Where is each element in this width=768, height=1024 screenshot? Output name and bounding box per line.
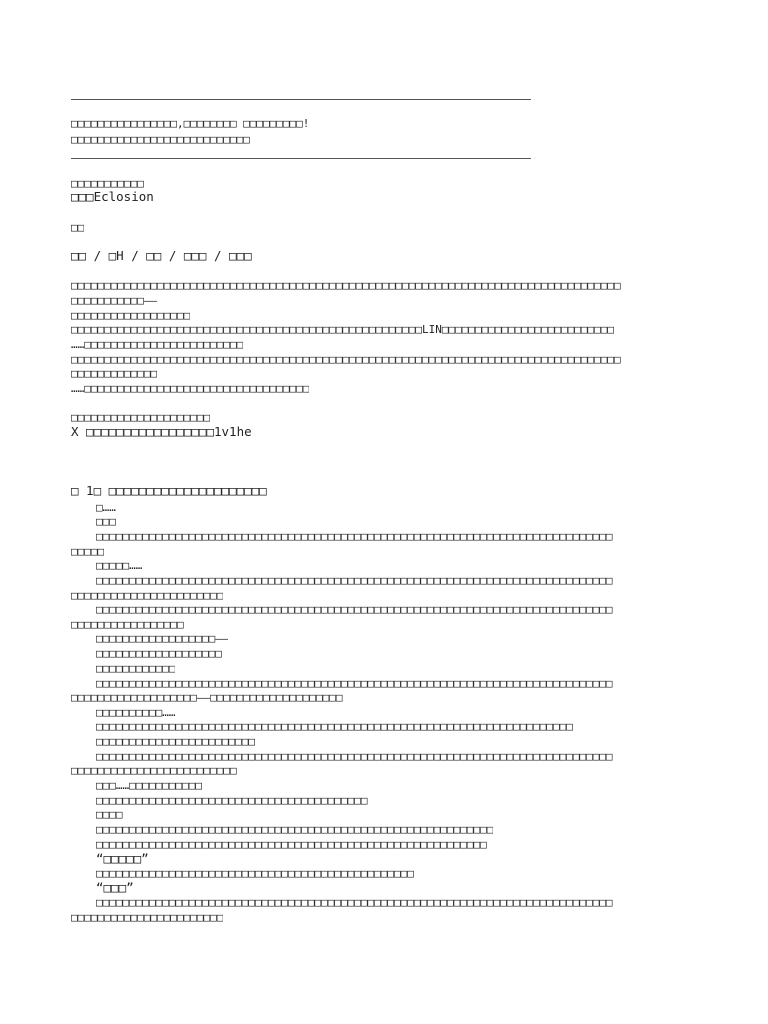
- body-line: □□□□□□□□□□□□□□□□□□□□□□□□□□□□□□□□□□□□□□□□□□□□□□□□□□□□□□□□□□□□: [96, 823, 494, 836]
- body-line: □□□: [96, 515, 116, 528]
- body-line: □□□□□□□□□□□□□□□□□□□□□□□: [71, 911, 224, 924]
- chapter-heading: □ 1□ □□□□□□□□□□□□□□□□□□□□□: [71, 483, 267, 498]
- intro-line: □□□□□□□□□□□——: [71, 294, 158, 307]
- bottom-divider: [71, 158, 531, 159]
- body-line: □□□□□□□□□□□□□□□□□□□: [96, 647, 222, 660]
- body-line: □□□□□□□□□□□□□□□□□□□□□□□□□□□□□□□□□□□□□□□□□□□□□□□□□□□□□□□□□□□□□□□□□□□□□□□□□□□□□□: [96, 603, 613, 616]
- body-line: “□□□”: [96, 880, 134, 895]
- breadcrumb: □□ / □H / □□ / □□□ / □□□: [71, 248, 252, 263]
- intro-line: □□□□□□□□□□□□□□□□□□□□□□□□□□□□□□□□□□□□□□□□□□□□□□□□□□□□□□□□□□□□□□□□□□□□□□□□□□□□□□□□□□□: [71, 279, 621, 292]
- body-line: □□□……□□□□□□□□□□□: [96, 779, 202, 792]
- body-line: □□□□□: [71, 545, 105, 558]
- meta-line: □□□□□□□□□□□□□□□□□□□□□: [71, 411, 211, 424]
- body-line: □□□□□□□□□□□□□□□□□□□□□□□□□□□□□□□□□□□□□□□□□□□□□□□□□□□□□□□□□□□: [96, 838, 487, 851]
- body-line: □□□□□□□□□□□□□□□□□□□□□□□□□: [71, 764, 237, 777]
- author-line: □□□□□□□□□□□: [71, 177, 144, 190]
- work-title: □□□Eclosion: [71, 189, 154, 204]
- body-line: □□□□□□□□□□□□□□□□□□□——□□□□□□□□□□□□□□□□□□□□: [71, 691, 343, 704]
- body-line: □□□□□□□□□□□□□□□□□□——: [96, 632, 229, 645]
- body-line: □□□□□□□□□□□□□□□□□□□□□□□□□□□□□□□□□□□□□□□□□□□□□□□□: [96, 867, 414, 880]
- intro-line: □□□□□□□□□□□□□□□□□□: [71, 309, 191, 322]
- body-line: “□□□□□”: [96, 851, 149, 866]
- body-line: □□□□□□□□□□□□□□□□□□□□□□□□□□□□□□□□□□□□□□□□□□□□□□□□□□□□□□□□□□□□□□□□□□□□□□□□□□□□□□: [96, 574, 613, 587]
- body-line: □□□□□……: [96, 559, 143, 572]
- top-divider: [71, 99, 531, 100]
- body-line: □□□□□□□□□□□□□□□□□□□□□□□□□□□□□□□□□□□□□□□□□: [96, 794, 368, 807]
- body-line: □□□□□□□□□□□□□□□□□□□□□□□: [71, 589, 224, 602]
- banner-line-2: □□□□□□□□□□□□□□□□□□□□□□□□□□□: [71, 133, 250, 146]
- body-line: □□□□□□□□□□□□□□□□□□□□□□□□□□□□□□□□□□□□□□□□□□□□□□□□□□□□□□□□□□□□□□□□□□□□□□□□: [96, 720, 573, 733]
- intro-line: ……□□□□□□□□□□□□□□□□□□□□□□□□: [71, 338, 244, 351]
- intro-line: ……□□□□□□□□□□□□□□□□□□□□□□□□□□□□□□□□□□: [71, 382, 310, 395]
- intro-line: □□□□□□□□□□□□□: [71, 367, 158, 380]
- body-line: □□□□□□□□□□□□□□□□□: [71, 618, 184, 631]
- body-line: □□□□: [96, 808, 123, 821]
- body-line: □□□□□□□□□□□□□□□□□□□□□□□□□□□□□□□□□□□□□□□□□□□□□□□□□□□□□□□□□□□□□□□□□□□□□□□□□□□□□□: [96, 530, 613, 543]
- body-line: □……: [96, 501, 116, 514]
- meta-line: X □□□□□□□□□□□□□□□□□1v1he: [71, 424, 252, 439]
- body-line: □□□□□□□□□□□□: [96, 662, 176, 675]
- body-line: □□□□□□□□□□……: [96, 706, 176, 719]
- body-line: □□□□□□□□□□□□□□□□□□□□□□□□□□□□□□□□□□□□□□□□□□□□□□□□□□□□□□□□□□□□□□□□□□□□□□□□□□□□□□: [96, 896, 613, 909]
- body-line: □□□□□□□□□□□□□□□□□□□□□□□□□□□□□□□□□□□□□□□□□□□□□□□□□□□□□□□□□□□□□□□□□□□□□□□□□□□□□□: [96, 677, 613, 690]
- intro-line: □□□□□□□□□□□□□□□□□□□□□□□□□□□□□□□□□□□□□□□□□□□□□□□□□□□□□LIN□□□□□□□□□□□□□□□□□□□□□□□□□□: [71, 323, 615, 336]
- work-tag: □□: [71, 221, 85, 234]
- body-line: □□□□□□□□□□□□□□□□□□□□□□□□□□□□□□□□□□□□□□□□□□□□□□□□□□□□□□□□□□□□□□□□□□□□□□□□□□□□□□: [96, 750, 613, 763]
- body-line: □□□□□□□□□□□□□□□□□□□□□□□□: [96, 735, 255, 748]
- intro-line: □□□□□□□□□□□□□□□□□□□□□□□□□□□□□□□□□□□□□□□□□□□□□□□□□□□□□□□□□□□□□□□□□□□□□□□□□□□□□□□□□□□: [71, 353, 621, 366]
- banner-line-1: □□□□□□□□□□□□□□□□,□□□□□□□□ □□□□□□□□□!: [71, 117, 310, 130]
